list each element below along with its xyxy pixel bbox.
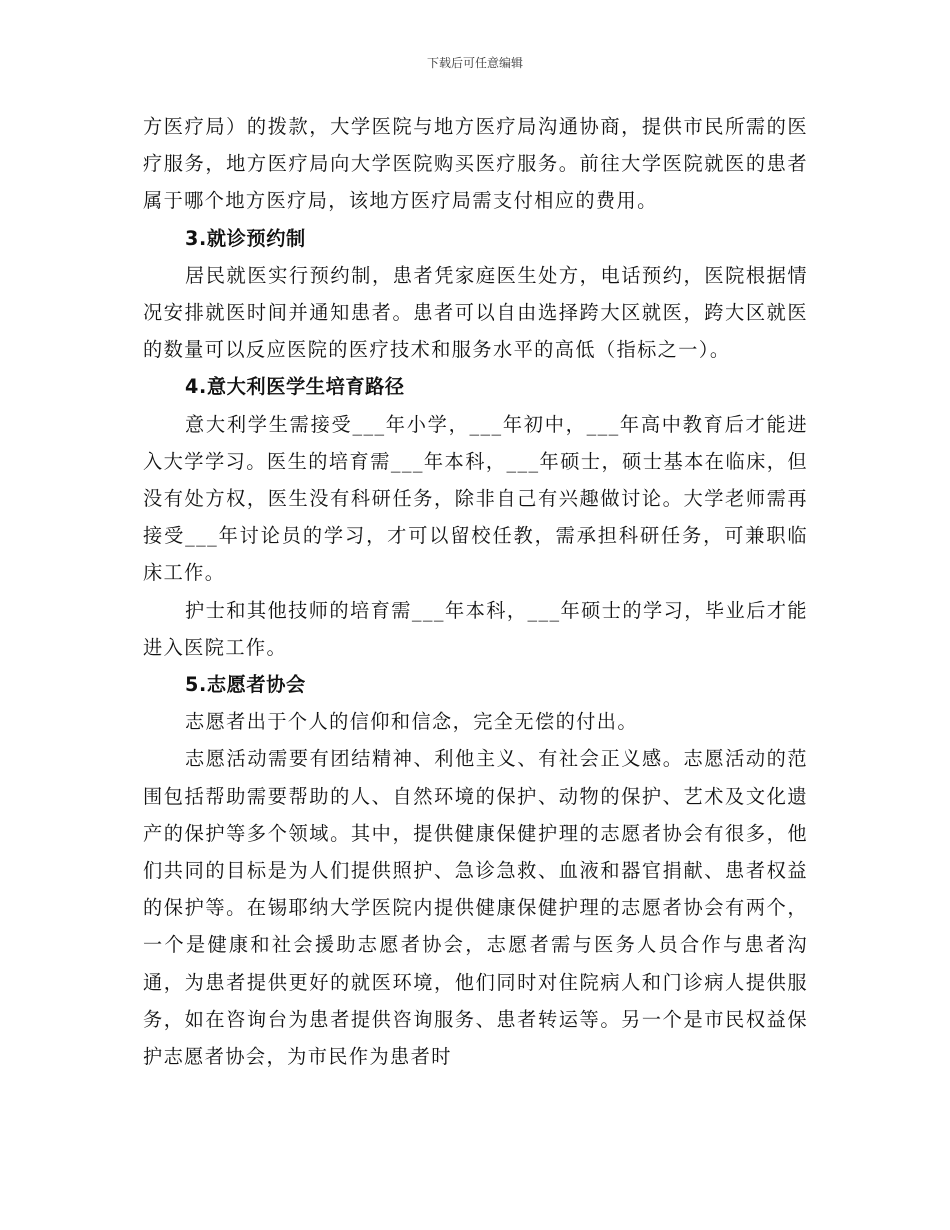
- page-header: 下载后可任意编辑: [426, 56, 523, 70]
- heading-volunteer-association: 5.志愿者协会: [185, 673, 306, 697]
- paragraph-medical-funding: 方医疗局）的拨款，大学医院与地方医疗局沟通协商，提供市民所需的医疗服务，地方医疗局向大学医院购买医疗服务。前往大学医院就医的患者属于哪个地方医疗局，该地方医疗局需支付相应的费用。: [143, 115, 808, 213]
- heading-appointment-system: 3.就诊预约制: [185, 226, 306, 250]
- paragraph-volunteer-belief: 志愿者出于个人的信仰和信念，完全无偿的付出。: [185, 710, 638, 734]
- document-body: [143, 108, 808, 1075]
- paragraph-education-path: 意大利学生需接受___年小学，___年初中，___年高中教育后才能进入大学学习。医生的培育需___年本科，___年硕士，硕士基本在临床，但没有处方权，医生没有科研任务，除非自己有兴趣做讨论。大学老师需再接受___年讨论员的学习，才可以留校任教，需承担科研任务，可兼职临床工作。: [143, 412, 808, 585]
- heading-medical-student-training: 4.意大利医学生培育路径: [185, 375, 405, 399]
- paragraph-volunteer-activities: 志愿活动需要有团结精神、利他主义、有社会正义感。志愿活动的范围包括帮助需要帮助的人、自然环境的保护、动物的保护、艺术及文化遗产的保护等多个领域。其中，提供健康保健护理的志愿者协会有很多，他们共同的目标是为人们提供照护、急诊急救、血液和器官捐献、患者权益的保护等。在锡耶纳大学医院内提供健康保健护理的志愿者协会有两个，一个是健康和社会援助志愿者协会，志愿者需与医务人员合作与患者沟通，为患者提供更好的就医环境，他们同时对住院病人和门诊病人提供服务，如在咨询台为患者提供咨询服务、患者转运等。另一个是市民权益保护志愿者协会，为市民作为患者时: [143, 747, 808, 1069]
- paragraph-appointment-system: 居民就医实行预约制，患者凭家庭医生处方，电话预约，医院根据情况安排就医时间并通知患者。患者可以自由选择跨大区就医，跨大区就医的数量可以反应医院的医疗技术和服务水平的高低（指标之一）。: [143, 263, 808, 362]
- paragraph-nurse-training: 护士和其他技师的培育需___年本科，___年硕士的学习，毕业后才能进入医院工作。: [143, 598, 808, 659]
